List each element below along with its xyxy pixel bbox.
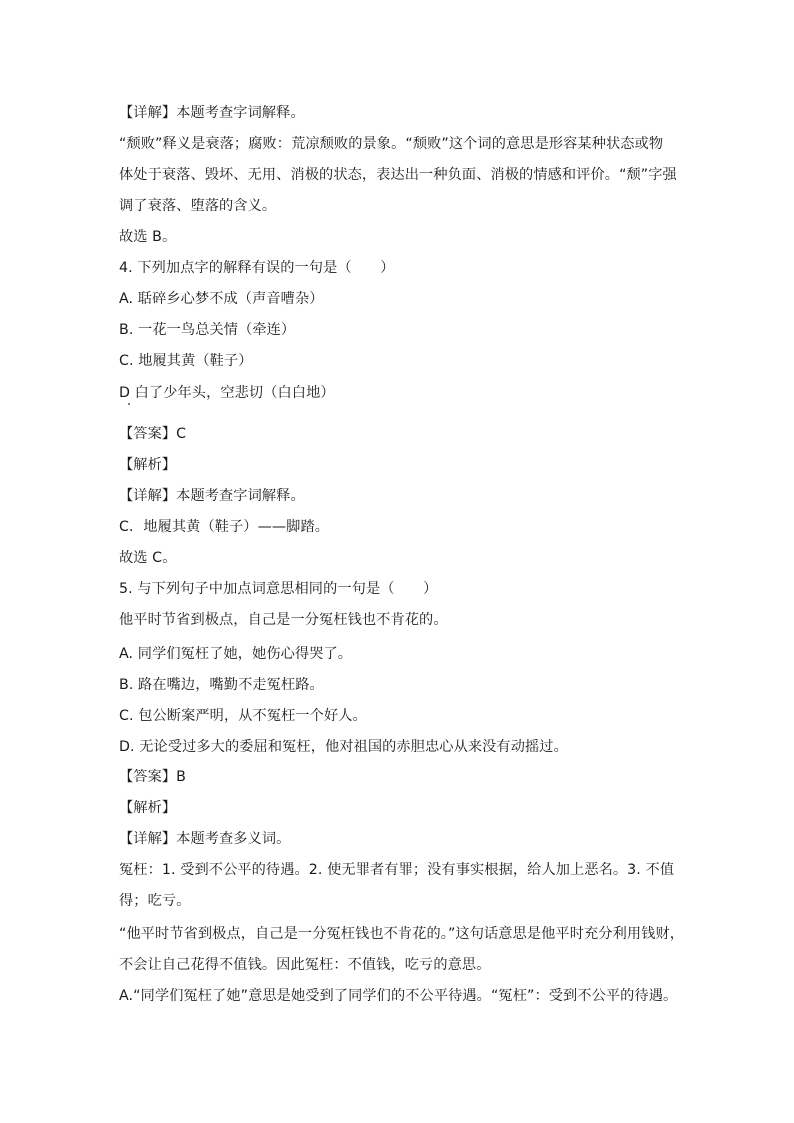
detail-heading-1: 【详解】本题考查字词解释。 — [119, 105, 305, 121]
question-4-detail-heading: 【详解】本题考查字词解释。 — [119, 488, 305, 504]
explanation-line-2: 体处于衰落、毁坏、无用、消极的状态，表达出一种负面、消极的情感和评价。“颓”字强 — [119, 167, 677, 183]
question-5-option-d: D. 无论受过多大的委屈和冤枉，他对祖国的赤胆忠心从来没有动摇过。 — [119, 739, 568, 755]
question-5-explanation-line-2: 不会让自己花得不值钱。因此冤枉：不值钱，吃亏的意思。 — [119, 957, 491, 973]
explanation-line-1: “颓败”释义是衰落；腐败：荒凉颓败的景象。“颓败”这个词的意思是形容某种状态或物 — [119, 136, 664, 152]
question-4-detail-line: C．地履其黄（鞋子）——脚踏。 — [119, 519, 330, 535]
answer-choice-line-1: 故选 B。 — [119, 229, 177, 245]
question-5-option-a: A. 同学们冤枉了她，她伤心得哭了。 — [119, 646, 353, 662]
question-5-detail-heading: 【详解】本题考查多义词。 — [119, 831, 291, 847]
question-4-option-b: B. 一花一鸟总关情（牵连） — [119, 322, 296, 338]
question-5-option-c: C. 包公断案严明，从不冤枉一个好人。 — [119, 708, 367, 724]
question-4-option-d: D 白了少年头，空悲切（白白地） — [119, 385, 335, 401]
question-5-stem: 5. 与下列句子中加点词意思相同的一句是（ ） — [119, 581, 438, 597]
question-4-analysis-heading: 【解析】 — [119, 457, 177, 473]
stray-dot — [128, 403, 130, 405]
question-5-answer: 【答案】B — [119, 769, 186, 785]
question-5-sentence: 他平时节省到极点，自己是一分冤枉钱也不肯花的。 — [119, 612, 448, 628]
question-4-answer: 【答案】C — [119, 426, 187, 442]
question-5-explanation-line-1: “他平时节省到极点，自己是一分冤枉钱也不肯花的。”这句话意思是他平时充分利用钱财， — [119, 926, 685, 942]
explanation-line-3: 调了衰落、堕落的含义。 — [119, 198, 277, 214]
question-4-option-c: C. 地履其黄（鞋子） — [119, 353, 253, 369]
question-5-option-b: B. 路在嘴边，嘴勤不走冤枉路。 — [119, 677, 324, 693]
question-5-analysis-heading: 【解析】 — [119, 800, 177, 816]
question-5-meaning-line-1: 冤枉：1. 受到不公平的待遇。2. 使无罪者有罪；没有事实根据，给人加上恶名。3. 不值 — [119, 862, 675, 878]
question-5-meaning-line-2: 得；吃亏。 — [119, 893, 191, 909]
question-4-stem: 4. 下列加点字的解释有误的一句是（ ） — [119, 260, 395, 276]
question-4-option-a: A. 聒碎乡心梦不成（声音嘈杂） — [119, 291, 324, 307]
question-5-explanation-line-3: A.“同学们冤枉了她”意思是她受到了同学们的不公平待遇。“冤枉”：受到不公平的待遇。 — [119, 988, 678, 1004]
question-4-choice: 故选 C。 — [119, 550, 177, 566]
